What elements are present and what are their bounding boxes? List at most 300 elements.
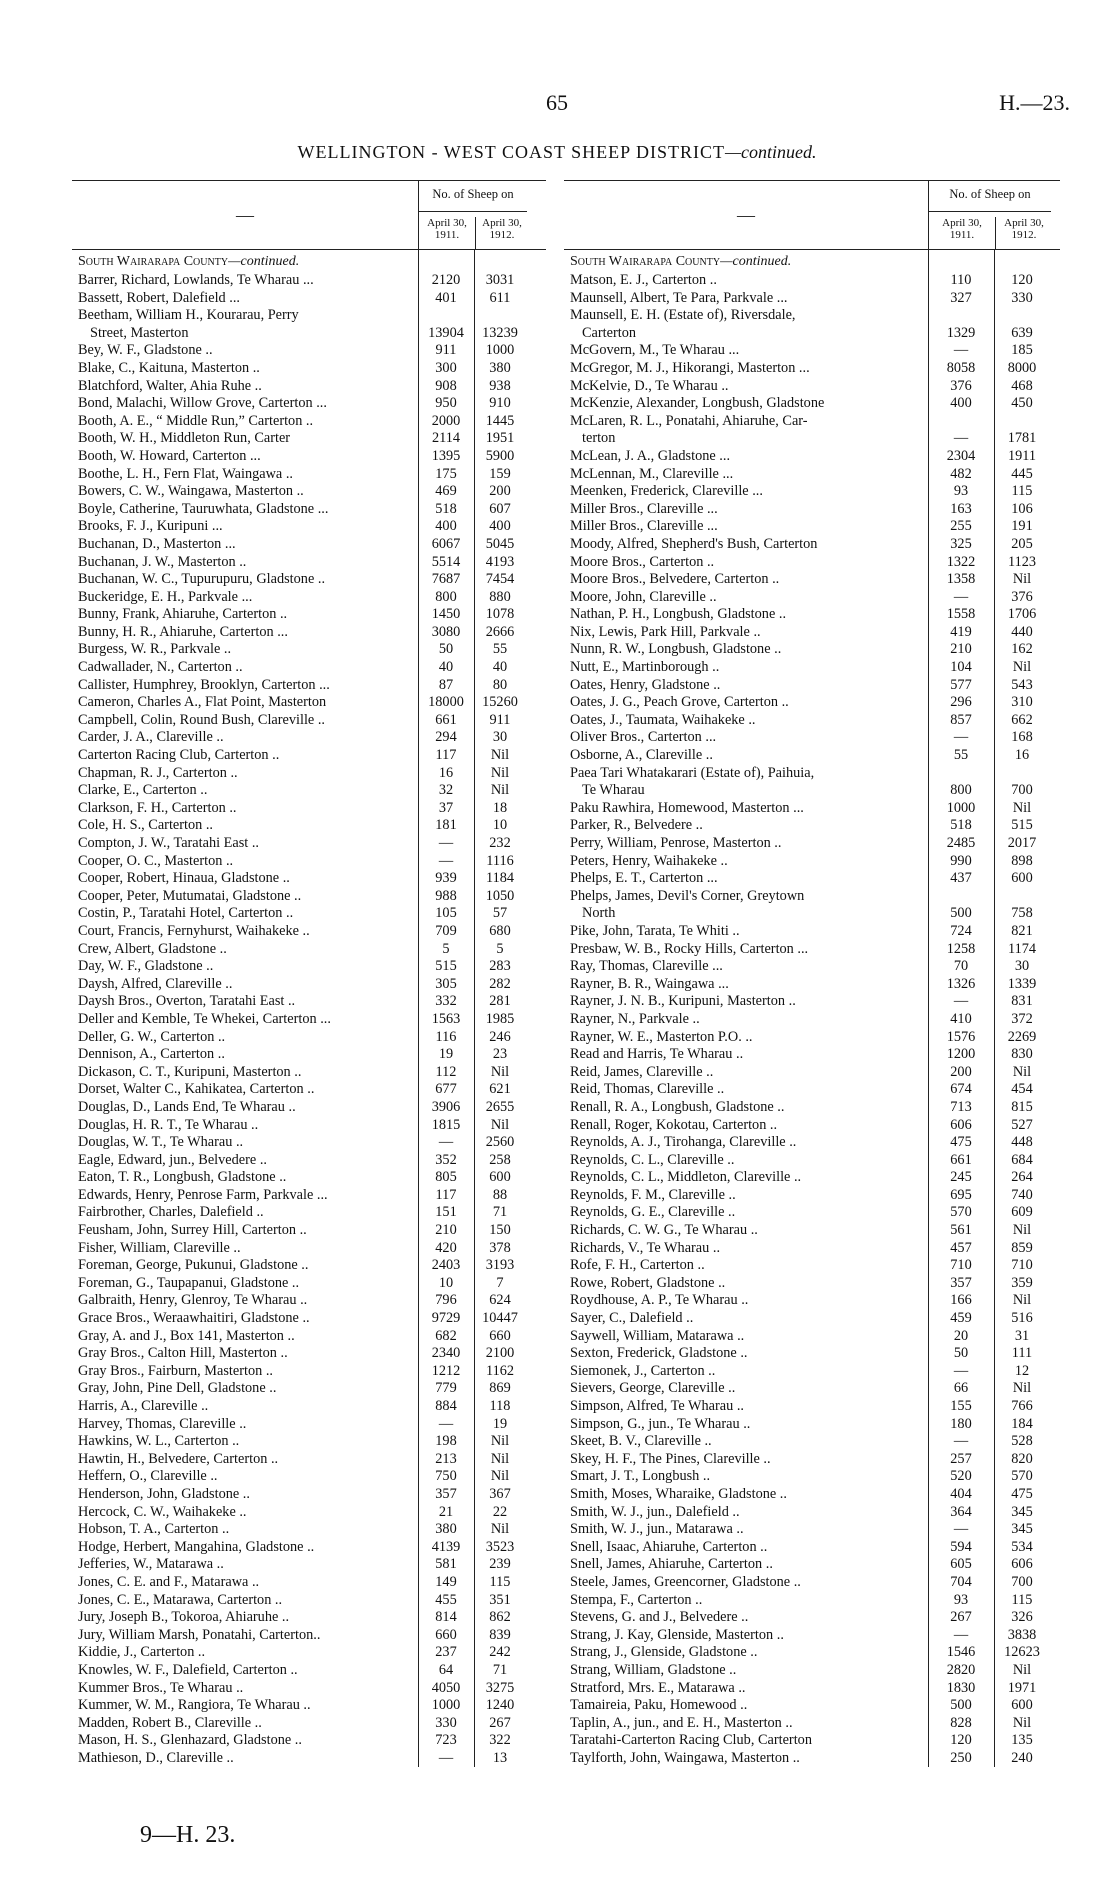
sheep-count-1912: 378 — [489, 1239, 511, 1256]
sheep-count-1912: 1911 — [1007, 447, 1037, 464]
sheep-count-1912: 527 — [1011, 1116, 1033, 1133]
table-row — [72, 1486, 546, 1504]
sheep-count-1912: 345 — [1011, 1521, 1033, 1538]
sheep-count-1912: 88 — [492, 1186, 508, 1203]
sheep-count-1911: 5514 — [431, 553, 461, 570]
sheep-count-1911: 750 — [435, 1468, 457, 1485]
sheep-count-1912: 200 — [489, 483, 511, 500]
sheep-count-title: No. of Sheep on — [432, 187, 514, 201]
sheep-count-1912: Nil — [490, 1116, 510, 1133]
sheep-count-1911: 4139 — [431, 1538, 461, 1555]
owner-name: Reid, Thomas, Clareville .. — [570, 1081, 725, 1098]
sheep-count-1912: 911 — [489, 711, 511, 728]
table-row — [564, 1328, 1060, 1346]
sheep-count-1911: 796 — [435, 1292, 457, 1309]
sheep-count-1911: 1395 — [431, 447, 461, 464]
sheep-count-1911: 420 — [435, 1239, 457, 1256]
sheep-count-1912: Nil — [1012, 1714, 1032, 1731]
sheep-count-1912: 19 — [492, 1415, 508, 1432]
table-row — [564, 923, 1060, 941]
sheep-count-1912: 40 — [492, 659, 508, 676]
sheep-count-1912: 2666 — [485, 623, 515, 640]
table-row — [564, 624, 1060, 642]
owner-name: Moody, Alfred, Shepherd's Bush, Carterton — [570, 535, 818, 552]
table-row — [72, 1345, 546, 1363]
table-row — [72, 1574, 546, 1592]
owner-name: Carterton Racing Club, Carterton .. — [78, 747, 280, 764]
sheep-count-1911: 210 — [950, 641, 972, 658]
table-row — [564, 1609, 1060, 1627]
table-row — [564, 765, 1060, 800]
table-row — [564, 677, 1060, 695]
owner-name: Buckeridge, E. H., Parkvale ... — [78, 588, 253, 605]
sheep-count-1912: 880 — [489, 588, 511, 605]
owner-name: Nix, Lewis, Park Hill, Parkvale .. — [570, 623, 761, 640]
sheep-count-header — [928, 181, 1051, 249]
table-row — [564, 1504, 1060, 1522]
table-row — [564, 941, 1060, 959]
sheep-count-1912: Nil — [1012, 1222, 1032, 1239]
table-row — [564, 976, 1060, 994]
sheep-count-1911: — — [953, 993, 969, 1010]
owner-name: Paea Tari Whatakarari (Estate of), Paihuia, Te Wharau — [570, 764, 815, 799]
table-row — [72, 1504, 546, 1522]
owner-name: Moore Bros., Carterton .. — [570, 553, 715, 570]
sheep-count-1912: 1706 — [1007, 606, 1037, 623]
table-row — [564, 1697, 1060, 1715]
sheep-count-1912: Nil — [490, 1063, 510, 1080]
sheep-count-1911: 210 — [435, 1222, 457, 1239]
owner-name: Reynolds, C. L., Clareville .. — [570, 1151, 735, 1168]
owner-name: Blatchford, Walter, Ahia Ruhe .. — [78, 377, 262, 394]
column-1912-header: April 30, 1912. — [995, 217, 1052, 249]
owner-name: Smith, W. J., jun., Dalefield .. — [570, 1503, 740, 1520]
owner-name: Rayner, N., Parkvale .. — [570, 1010, 700, 1027]
sheep-count-1911: 325 — [950, 535, 972, 552]
sheep-count-1912: 2655 — [485, 1098, 515, 1115]
table-row — [72, 1609, 546, 1627]
sheep-count-1911: 2114 — [431, 430, 461, 447]
owner-name: Harris, A., Clareville .. — [78, 1398, 209, 1414]
sheep-count-1912: 700 — [1011, 782, 1033, 799]
table-row — [72, 923, 546, 941]
table-row — [564, 448, 1060, 466]
sheep-count-1911: 50 — [953, 1345, 969, 1362]
sheep-count-1912: 57 — [492, 905, 508, 922]
sheep-count-1911: 857 — [950, 711, 972, 728]
owner-name: Knowles, W. F., Dalefield, Carterton .. — [78, 1661, 298, 1678]
sheep-count-1911: — — [953, 729, 969, 746]
table-row — [72, 976, 546, 994]
sheep-count-1911: 724 — [950, 922, 972, 939]
table-row — [564, 1240, 1060, 1258]
owner-name: Meenken, Frederick, Clareville ... — [570, 483, 763, 500]
table-row — [72, 659, 546, 677]
sheep-count-1912: 910 — [489, 395, 511, 412]
row-list — [564, 272, 1060, 1767]
sheep-count-1912: Nil — [1012, 1063, 1032, 1080]
owner-name: Roydhouse, A. P., Te Wharau .. — [570, 1292, 749, 1309]
owner-name: Jury, Joseph B., Tokoroa, Ahiaruhe .. — [78, 1609, 290, 1626]
owner-name: Dickason, C. T., Kuripuni, Masterton .. — [78, 1063, 302, 1080]
sheep-count-1912: Nil — [490, 782, 510, 799]
owner-name: Fairbrother, Charles, Dalefield .. — [78, 1204, 264, 1221]
table-row — [72, 430, 546, 448]
owner-name: Stratford, Mrs. E., Matarawa .. — [570, 1679, 746, 1696]
table-row — [72, 1134, 546, 1152]
sheep-count-1911: 151 — [435, 1204, 457, 1221]
column-1911-header: April 30, 1911. — [427, 217, 467, 241]
sheep-count-1912: 1000 — [485, 342, 515, 359]
owner-name: Stevens, G. and J., Belvedere .. — [570, 1609, 749, 1626]
table-row — [564, 483, 1060, 501]
owner-name: Hodge, Herbert, Mangahina, Gladstone .. — [78, 1538, 315, 1555]
sheep-count-1912: 1339 — [1007, 975, 1037, 992]
owner-name: Jefferies, W., Matarawa .. — [78, 1556, 224, 1573]
sheep-count-1912: 515 — [1011, 817, 1033, 834]
table-row — [72, 1257, 546, 1275]
owner-name: Madden, Robert B., Clareville .. — [78, 1714, 262, 1731]
table-body — [564, 250, 1060, 1767]
sheep-count-1912: 534 — [1011, 1538, 1033, 1555]
table-row — [564, 1644, 1060, 1662]
sheep-count-1912: 758 — [1011, 905, 1033, 922]
table-row — [564, 1011, 1060, 1029]
table-row — [564, 1433, 1060, 1451]
owner-name: Beetham, William H., Kourarau, Perry Street, Masterton — [78, 307, 299, 341]
owner-name: Barrer, Richard, Lowlands, Te Wharau ... — [78, 272, 314, 288]
owner-name: Dennison, A., Carterton .. — [78, 1046, 225, 1063]
sheep-count-1911: 110 — [950, 272, 972, 288]
sheep-count-1912: 607 — [489, 500, 511, 517]
owner-name: Hobson, T. A., Carterton .. — [78, 1521, 230, 1538]
owner-name: Phelps, James, Devil's Corner, Greytown North — [570, 887, 805, 922]
table-row — [564, 342, 1060, 360]
table-row — [72, 1363, 546, 1381]
sheep-count-1911: 800 — [435, 588, 457, 605]
table-row — [564, 1468, 1060, 1486]
sheep-count-1911: 437 — [950, 870, 972, 887]
sheep-count-1912: 898 — [1011, 852, 1033, 869]
sheep-count-1911: 500 — [950, 1697, 972, 1714]
owner-name: Henderson, John, Gladstone .. — [78, 1485, 250, 1502]
table-row — [564, 1292, 1060, 1310]
sheep-count-1912: 815 — [1011, 1098, 1033, 1115]
table-row — [72, 413, 546, 431]
sheep-count-1912: 159 — [489, 465, 511, 482]
owner-name: Presbaw, W. B., Rocky Hills, Carterton ... — [570, 940, 809, 957]
sheep-count-1911: 7687 — [431, 571, 461, 588]
owner-name: Galbraith, Henry, Glenroy, Te Wharau .. — [78, 1292, 308, 1309]
sheep-count-1911: — — [953, 1362, 969, 1379]
table-row — [72, 1169, 546, 1187]
table-row — [72, 993, 546, 1011]
sheep-count-1911: 570 — [950, 1204, 972, 1221]
owner-name: McLaren, R. L., Ponatahi, Ahiaruhe, Car- terton — [570, 412, 808, 447]
sheep-count-1911: — — [953, 430, 969, 447]
table-row — [72, 395, 546, 413]
owner-name: Rayner, J. N. B., Kuripuni, Masterton .. — [570, 993, 796, 1010]
sheep-count-1911: 482 — [950, 465, 972, 482]
sheep-count-1912: 570 — [1011, 1468, 1033, 1485]
sheep-count-1911: 330 — [435, 1714, 457, 1731]
sheep-count-1912: 2017 — [1007, 835, 1037, 851]
sheep-count-1911: 709 — [435, 922, 457, 939]
sheep-count-1912: 611 — [489, 289, 511, 306]
table-row — [72, 342, 546, 360]
table-row — [564, 395, 1060, 413]
sheep-count-1912: 115 — [1011, 483, 1033, 500]
owner-name: Paku Rawhira, Homewood, Masterton ... — [570, 799, 804, 816]
sheep-count-1912: 367 — [489, 1485, 511, 1502]
sheep-count-1911: 55 — [953, 747, 969, 764]
table-row — [564, 729, 1060, 747]
sheep-count-1911: 515 — [435, 958, 457, 975]
table-row — [72, 1451, 546, 1469]
owner-name: Smith, W. J., jun., Matarawa .. — [570, 1521, 744, 1538]
table-row — [564, 554, 1060, 572]
sheep-count-1912: 242 — [489, 1644, 511, 1661]
sheep-count-1911: 1329 — [946, 324, 976, 341]
sheep-count-1912: Nil — [490, 1433, 510, 1450]
sheep-count-1911: 117 — [435, 1186, 457, 1203]
owner-name: Richards, C. W. G., Te Wharau .. — [570, 1222, 758, 1239]
sheep-count-1911: 6067 — [431, 535, 461, 552]
table-row — [564, 958, 1060, 976]
table-row — [564, 993, 1060, 1011]
sheep-count-1912: 1123 — [1007, 553, 1037, 570]
sheep-count-1912: Nil — [490, 1468, 510, 1485]
sheep-count-1911: 305 — [435, 975, 457, 992]
sheep-count-1911: 37 — [438, 799, 454, 816]
sheep-count-1912: 1240 — [485, 1697, 515, 1714]
table-row — [72, 1081, 546, 1099]
sheep-count-1912: 609 — [1011, 1204, 1033, 1221]
table-row — [72, 1592, 546, 1610]
sheep-count-1911: 605 — [950, 1556, 972, 1573]
sheep-count-1911: 677 — [435, 1081, 457, 1098]
sheep-count-1912: 376 — [1011, 588, 1033, 605]
sheep-count-1912: 600 — [1011, 1697, 1033, 1714]
owner-name: Eagle, Edward, jun., Belvedere .. — [78, 1151, 267, 1168]
table-row — [564, 1539, 1060, 1557]
owner-name: Bond, Malachi, Willow Grove, Carterton ... — [78, 395, 327, 412]
owner-name: McKenzie, Alexander, Longbush, Gladstone — [570, 395, 825, 412]
section-heading: South Wairarapa County—continued. — [78, 254, 300, 269]
table-row — [72, 853, 546, 871]
owner-name: Smith, Moses, Wharaike, Gladstone .. — [570, 1485, 787, 1502]
sheep-count-1911: 2340 — [431, 1345, 461, 1362]
table-row — [72, 518, 546, 536]
owner-name: McKelvie, D., Te Wharau .. — [570, 377, 729, 394]
sheep-count-1911: 9729 — [431, 1310, 461, 1327]
owner-name: Compton, J. W., Taratahi East .. — [78, 835, 260, 851]
owner-name: Steele, James, Greencorner, Gladstone .. — [570, 1573, 801, 1590]
owner-name: Mathieson, D., Clareville .. — [78, 1749, 234, 1766]
owner-name: Bunny, Frank, Ahiaruhe, Carterton .. — [78, 606, 288, 623]
table-header — [564, 180, 1060, 250]
owner-name: Bassett, Robert, Dalefield ... — [78, 289, 240, 306]
sheep-count-1911: 594 — [950, 1538, 972, 1555]
owner-name: Day, W. F., Gladstone .. — [78, 958, 214, 975]
owner-name: Skeet, B. V., Clareville .. — [570, 1433, 712, 1450]
sheep-count-1912: Nil — [1012, 799, 1032, 816]
sheep-count-1911: 2485 — [946, 835, 976, 851]
table-row — [72, 624, 546, 642]
sheep-count-1911: 520 — [950, 1468, 972, 1485]
table-row — [564, 1556, 1060, 1574]
owner-name: Rowe, Robert, Gladstone .. — [570, 1274, 726, 1291]
table-row — [72, 835, 546, 853]
owner-name: Foreman, G., Taupapanui, Gladstone .. — [78, 1274, 300, 1291]
owner-name: McLean, J. A., Gladstone ... — [570, 447, 731, 464]
sheep-count-1912: 111 — [1011, 1345, 1033, 1362]
sheep-count-1911: 400 — [435, 518, 457, 535]
owner-name: Miller Bros., Clareville ... — [570, 518, 718, 535]
table-row — [72, 800, 546, 818]
sheep-count-1911: 1815 — [431, 1116, 461, 1133]
header-dash: — — [236, 205, 254, 225]
table-row — [72, 677, 546, 695]
sheep-count-1912: 7 — [496, 1274, 504, 1291]
sheep-count-1912: 30 — [1014, 958, 1030, 975]
sheep-count-1911: 1358 — [946, 571, 976, 588]
sheep-count-1911: 674 — [950, 1081, 972, 1098]
sheep-count-1911: 660 — [435, 1626, 457, 1643]
sheep-count-1912: 10447 — [482, 1310, 518, 1327]
table-row — [72, 1380, 546, 1398]
sheep-count-1911: 577 — [950, 676, 972, 693]
table-row — [564, 272, 1060, 290]
owner-name: Parker, R., Belvedere .. — [570, 817, 703, 834]
table-row — [72, 694, 546, 712]
owner-name: Jury, William Marsh, Ponatahi, Carterton.. — [78, 1626, 321, 1643]
owner-name: McGovern, M., Te Wharau ... — [570, 342, 740, 359]
sheep-count-1912: 168 — [1011, 729, 1033, 746]
sheep-count-1911: 4050 — [431, 1679, 461, 1696]
owner-name: McLennan, M., Clareville ... — [570, 465, 734, 482]
sheep-count-1911: 300 — [435, 359, 457, 376]
sheep-count-1912: 3523 — [485, 1538, 515, 1555]
owner-name: Booth, W. Howard, Carterton ... — [78, 447, 261, 464]
sheep-count-1911: — — [438, 1415, 454, 1432]
sheep-count-1911: 237 — [435, 1644, 457, 1661]
table-row — [72, 1697, 546, 1715]
owner-name: Deller, G. W., Carterton .. — [78, 1028, 226, 1045]
owner-name: Maunsell, E. H. (Estate of), Riversdale, Carterton — [570, 307, 796, 341]
owner-name: Cooper, O. C., Masterton .. — [78, 852, 234, 869]
owner-name: Reynolds, G. E., Clareville .. — [570, 1204, 736, 1221]
owner-name: Simpson, Alfred, Te Wharau .. — [570, 1398, 744, 1414]
table-row — [72, 1310, 546, 1328]
owner-name: Strang, J. Kay, Glenside, Masterton .. — [570, 1626, 784, 1643]
table-row — [564, 641, 1060, 659]
sheep-count-1911: 120 — [950, 1732, 972, 1749]
sheep-count-1911: 518 — [435, 500, 457, 517]
owner-name: Nutt, E., Martinborough .. — [570, 659, 720, 676]
sheep-count-1911: 40 — [438, 659, 454, 676]
owner-name: Court, Francis, Fernyhurst, Waihakeke .. — [78, 922, 310, 939]
left-table — [72, 180, 546, 1767]
sheep-count-1911: 2304 — [946, 447, 976, 464]
sheep-count-1912: 12623 — [1004, 1644, 1040, 1661]
sheep-count-1911: 149 — [435, 1573, 457, 1590]
sheep-count-1912: 831 — [1011, 993, 1033, 1010]
sheep-count-1911: 814 — [435, 1609, 457, 1626]
section-heading: South Wairarapa County—continued. — [570, 254, 792, 269]
owner-name: Crew, Albert, Gladstone .. — [78, 940, 227, 957]
sheep-count-1912: 372 — [1011, 1010, 1033, 1027]
table-row — [72, 1750, 546, 1768]
sheep-count-1911: 400 — [950, 395, 972, 412]
owner-name: Fisher, William, Clareville .. — [78, 1239, 241, 1256]
sheep-count-1911: 180 — [950, 1415, 972, 1432]
owner-name: Rayner, W. E., Masterton P.O. .. — [570, 1028, 753, 1045]
table-row — [564, 1064, 1060, 1082]
sheep-count-1912: 2269 — [1007, 1028, 1037, 1045]
sheep-count-1912: 862 — [489, 1609, 511, 1626]
sheep-count-1911: 8058 — [946, 359, 976, 376]
owner-name: Callister, Humphrey, Brooklyn, Carterton ... — [78, 676, 330, 693]
sheep-count-1911: 198 — [435, 1433, 457, 1450]
table-row — [72, 1521, 546, 1539]
table-row — [564, 817, 1060, 835]
sheep-count-1912: 22 — [492, 1503, 508, 1520]
owner-name: Gray Bros., Calton Hill, Masterton .. — [78, 1345, 288, 1362]
sheep-count-1912: Nil — [1012, 1292, 1032, 1309]
table-row — [564, 1662, 1060, 1680]
table-row — [564, 1680, 1060, 1698]
table-row — [564, 747, 1060, 765]
sheep-count-1911: 1450 — [431, 606, 461, 623]
table-row — [72, 641, 546, 659]
owner-name: Clarke, E., Carterton .. — [78, 782, 208, 799]
owner-name: Mason, H. S., Glenhazard, Gladstone .. — [78, 1732, 302, 1749]
owner-name: Booth, A. E., “ Middle Run,” Carterton .. — [78, 412, 314, 429]
sheep-count-1911: 166 — [950, 1292, 972, 1309]
owner-name: Edwards, Henry, Penrose Farm, Parkvale ... — [78, 1186, 328, 1203]
sheep-count-1912: 3275 — [485, 1679, 515, 1696]
owner-name: Read and Harris, Te Wharau .. — [570, 1046, 744, 1063]
sheep-count-1912: 282 — [489, 975, 511, 992]
sheep-count-1911: 105 — [435, 905, 457, 922]
sheep-count-1912: 740 — [1011, 1186, 1033, 1203]
sheep-count-1911: 175 — [435, 465, 457, 482]
table-row — [564, 1750, 1060, 1768]
sheep-count-1911: 606 — [950, 1116, 972, 1133]
owner-name: Skey, H. F., The Pines, Clareville .. — [570, 1450, 771, 1467]
sheep-count-1911: — — [953, 342, 969, 359]
owner-name: Sievers, George, Clareville .. — [570, 1380, 736, 1397]
table-row — [72, 870, 546, 888]
sheep-count-1911: 10 — [438, 1274, 454, 1291]
owner-name: Sayer, C., Dalefield .. — [570, 1310, 694, 1327]
owner-name: Campbell, Colin, Round Bush, Clareville .. — [78, 711, 326, 728]
sheep-count-1911: 581 — [435, 1556, 457, 1573]
sheep-count-1912: 135 — [1011, 1732, 1033, 1749]
sheep-count-1912: 1971 — [1007, 1679, 1037, 1696]
sheep-count-1912: 12 — [1014, 1362, 1030, 1379]
table-row — [564, 1574, 1060, 1592]
sheep-count-1911: 50 — [438, 641, 454, 658]
sheep-count-1911: 327 — [950, 289, 972, 306]
sheep-count-1912: 1050 — [485, 887, 515, 904]
owner-name: Oates, Henry, Gladstone .. — [570, 676, 721, 693]
owner-name: Carder, J. A., Clareville .. — [78, 729, 224, 746]
sheep-count-1911: — — [438, 852, 454, 869]
sheep-count-1912: 322 — [489, 1732, 511, 1749]
owner-name: Jones, C. E., Matarawa, Carterton .. — [78, 1591, 283, 1608]
